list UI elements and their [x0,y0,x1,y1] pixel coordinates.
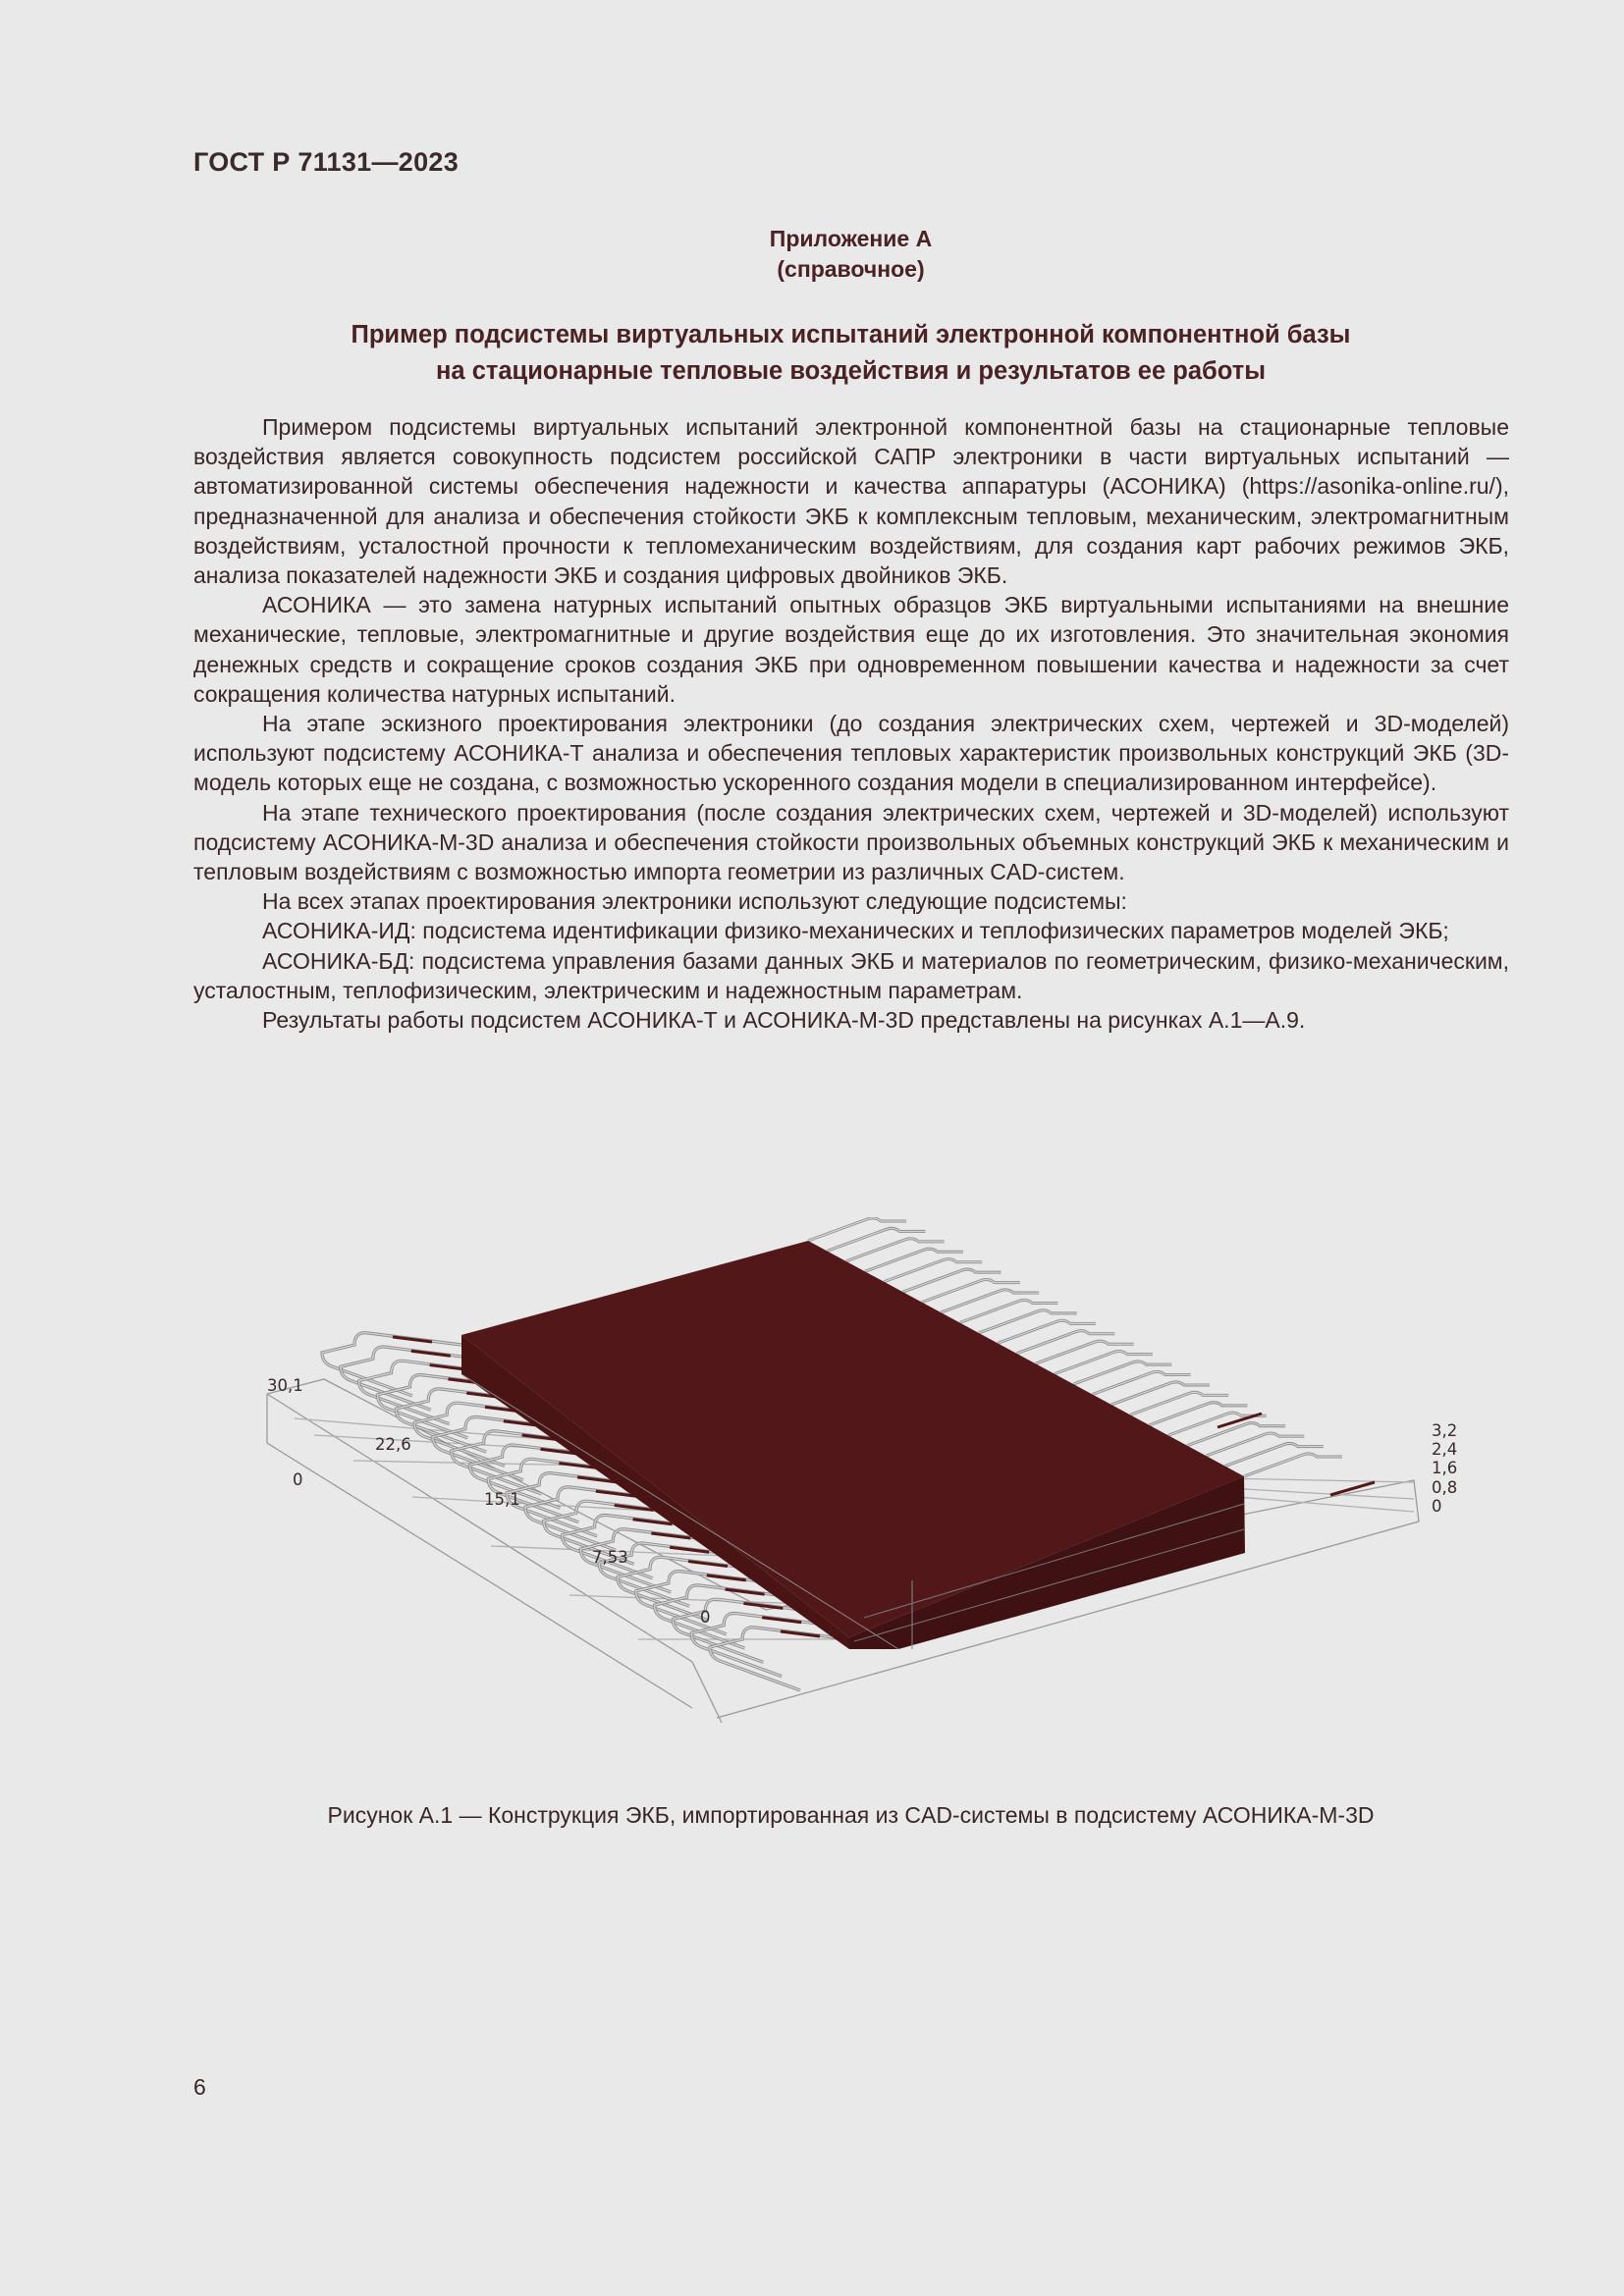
paragraph: На этапе эскизного проектирования электроники (до создания электрических схем, чертежей и 3D-моделей) используют подсистему АСОНИКА-Т анализа и обеспечения тепловых характеристик произвольных конструкций ЭКБ (3D-модель которых еще не создана, с возможностью ускоренного создания модели в специализированном интерфейсе). [193,711,1509,796]
standard-code: ГОСТ Р 71131—2023 [193,147,460,177]
axis-right-label: 3,2 [1432,1421,1458,1440]
axis-left-label: 7,53 [592,1548,628,1567]
paragraph: На всех этапах проектирования электроники используют следующие подсистемы: [262,888,1127,915]
annex-heading [0,224,1624,285]
axis-left-label: 30,1 [267,1376,303,1395]
body-text [193,412,1509,1035]
figure-3d-model [0,1217,1624,1747]
paragraph: АСОНИКА-ИД: подсистема идентификации физико-механических и теплофизических параметров моделей ЭКБ; [262,918,1449,944]
annex-title [0,317,1624,390]
axis-back-label: 0 [293,1470,303,1489]
paragraph: На этапе технического проектирования (после создания электрических схем, чертежей и 3D-моделей) используют подсистему АСОНИКА-М-3D анализа и обеспечения стойкости произвольных объемных конструкций ЭКБ к механическим и тепловым воздействиям с возможностью импорта геометрии из различных CAD-систем. [193,799,1509,885]
paragraph: АСОНИКА — это замена натурных испытаний опытных образцов ЭКБ виртуальными испытаниями на внешние механические, тепловые, электромагнитные и другие воздействия еще до их изготовления. Это значительная экономия денежных средств и сокращение сроков создания ЭКБ при одновременном повышении качества и надежности за счет сокращения количества натурных испытаний. [193,592,1509,707]
figure-caption: Рисунок А.1 — Конструкция ЭКБ, импортированная из CAD-системы в подсистему АСОНИКА-М-3D [327,1802,1375,1828]
page-number: 6 [193,2074,206,2100]
axis-left-label: 0 [700,1608,711,1627]
axis-right-label: 1,6 [1432,1459,1458,1477]
annex-title-line-2: на стационарные тепловые воздействия и результатов ее работы [436,357,1266,385]
paragraph: АСОНИКА-БД: подсистема управления базами данных ЭКБ и материалов по геометрическим, физико-механическим, усталостным, теплофизическим, электрическим и надежностным параметрам. [193,947,1509,1003]
paragraph: Примером подсистемы виртуальных испытаний электронной компонентной базы на стационарные тепловые воздействия является совокупность подсистем российской САПР электроники в части виртуальных испытаний — автоматизированной системы обеспечения надежности и качества аппаратуры (АСОНИКА) (https://asonika-online.ru/), предназначенной для анализа и обеспечения стойкости ЭКБ к комплексным тепловым, механическим, электромагнитным воздействиям, усталостной прочности к тепломеханическим воздействиям, для создания карт рабочих режимов ЭКБ, анализа показателей надежности ЭКБ и создания цифровых двойников ЭКБ. [193,414,1509,589]
annex-status: (справочное) [777,256,925,282]
component-body [461,1241,1245,1649]
axis-right-label: 0,8 [1432,1478,1458,1497]
paragraph: Результаты работы подсистем АСОНИКА-Т и АСОНИКА-М-3D представлены на рисунках А.1—А.9. [262,1007,1306,1034]
annex-title-line-1: Пример подсистемы виртуальных испытаний электронной компонентной базы [351,321,1351,348]
component-3d-model [0,1217,1624,1747]
axis-right-label: 0 [1432,1497,1442,1516]
annex-label: Приложение А [769,226,933,251]
axis-left-label: 15,1 [484,1490,520,1509]
axis-right-label: 2,4 [1432,1440,1458,1459]
axis-left-label: 22,6 [375,1435,411,1454]
